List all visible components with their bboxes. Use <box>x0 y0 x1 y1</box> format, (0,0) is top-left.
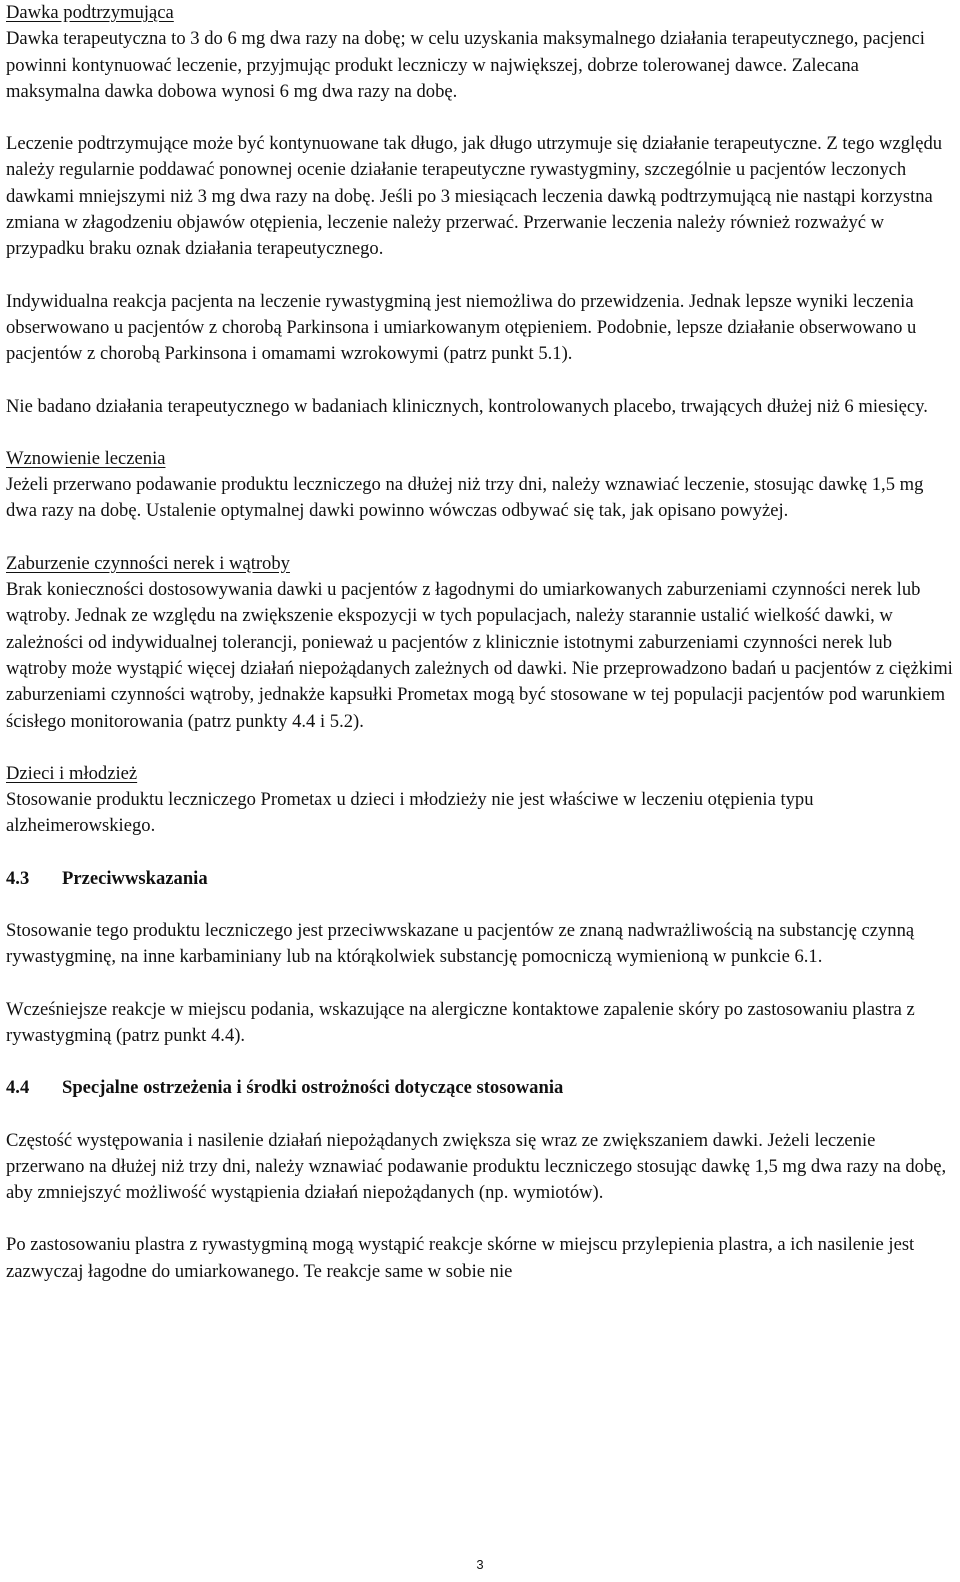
paragraph-maintenance-1: Dawka terapeutyczna to 3 do 6 mg dwa razy na dobę; w celu uzyskania maksymalnego działania terapeutycznego, pacjenci powinni kontynuować leczenie, przyjmując produkt leczniczy w największej, dobrze tolerowanej dawce. Zalecana maksymalna dawka dobowa wynosi 6 mg dwa razy na dobę. <box>6 28 925 102</box>
section-number: 4.3 <box>6 867 30 889</box>
document-page <box>6 0 956 1285</box>
heading-maintenance-dose: Dawka podtrzymująca <box>6 2 174 23</box>
paragraph-maintenance-4: Nie badano działania terapeutycznego w badaniach klinicznych, kontrolowanych placebo, trwających dłużej niż 6 miesięcy. <box>6 395 928 417</box>
heading-resume-treatment: Wznowienie leczenia <box>6 447 166 469</box>
heading-renal-hepatic: Zaburzenie czynności nerek i wątroby <box>6 552 290 574</box>
paragraph-maintenance-2: Leczenie podtrzymujące może być kontynuowane tak długo, jak długo utrzymuje się działanie terapeutyczne. Z tego względu należy regularnie poddawać ponownej ocenie działanie terapeutyczne rywastygminy, szczególnie u pacjentów leczonych dawkami mniejszymi niż 3 mg dwa razy na dobę. Jeśli po 3 miesiącach leczenia dawką podtrzymującą nie nastąpi korzystna zmiana w złagodzeniu objawów otępienia, leczenie należy przerwać. Przerwanie leczenia należy również rozważyć w przypadku braku oznak działania terapeutycznego. <box>6 133 943 260</box>
heading-children: Dzieci i młodzież <box>6 762 138 784</box>
page-number: 3 <box>476 1557 484 1572</box>
section-heading-contraindications <box>6 866 956 892</box>
paragraph-contra-2: Wcześniejsze reakcje w miejscu podania, wskazujące na alergiczne kontaktowe zapalenie skóry po zastosowaniu plastra z rywastygminą (patrz punkt 4.4). <box>6 998 915 1046</box>
section-title: Przeciwwskazania <box>62 867 208 889</box>
paragraph-maintenance-3: Indywidualna reakcja pacjenta na leczenie rywastygminą jest niemożliwa do przewidzenia. Jednak lepsze wyniki leczenia obserwowano u pacjentów z chorobą Parkinsona i umiarkowanym otępieniem. Podobnie, lepsze działanie obserwowano u pacjentów z chorobą Parkinsona i omamami wzrokowymi (patrz punkt 5.1). <box>6 290 917 365</box>
paragraph-warnings-2: Po zastosowaniu plastra z rywastygminą mogą wystąpić reakcje skórne w miejscu przylepienia plastra, a ich nasilenie jest zazwyczaj łagodne do umiarkowanego. Te reakcje same w sobie nie <box>6 1234 915 1282</box>
paragraph-contra-1: Stosowanie tego produktu leczniczego jest przeciwwskazane u pacjentów ze znaną nadwrażliwością na substancję czynną rywastygminę, na inne karbaminiany lub na którąkolwiek substancję pomocniczą wymienioną w punkcie 6.1. <box>6 920 915 968</box>
paragraph-warnings-1: Częstość występowania i nasilenie działań niepożądanych zwiększa się wraz ze zwiększaniem dawki. Jeżeli leczenie przerwano na dłużej niż trzy dni, należy wznawiać podawanie produktu leczniczego stosując dawkę 1,5 mg dwa razy na dobę, aby zmniejszyć możliwość wystąpienia działań niepożądanych (np. wymiotów). <box>6 1129 947 1204</box>
paragraph-children-1: Stosowanie produktu leczniczego Prometax u dzieci i młodzieży nie jest właściwe w leczeniu otępienia typu alzheimerowskiego. <box>6 789 814 837</box>
paragraph-resume-1: Jeżeli przerwano podawanie produktu leczniczego na dłużej niż trzy dni, należy wznawiać leczenie, stosując dawkę 1,5 mg dwa razy na dobę. Ustalenie optymalnej dawki powinno wówczas odbywać się tak, jak opisano powyżej. <box>6 474 924 522</box>
section-title: Specjalne ostrzeżenia i środki ostrożności dotyczące stosowania <box>62 1077 564 1099</box>
section-number: 4.4 <box>6 1077 30 1099</box>
paragraph-renal-1: Brak konieczności dostosowywania dawki u pacjentów z łagodnymi do umiarkowanych zaburzeniami czynności nerek lub wątroby. Jednak ze względu na zwiększenie ekspozycji w tych populacjach, należy starannie ustalić wielkość dawki, w zależności od indywidualnej tolerancji, ponieważ u pacjentów z klinicznie istotnymi zaburzeniami czynności nerek lub wątroby może wystąpić więcej działań niepożądanych zależnych od dawki. Nie przeprowadzono badań u pacjentów z ciężkimi zaburzeniami czynności wątroby, jednakże kapsułki Prometax mogą być stosowane w tej populacji pacjentów pod warunkiem ścisłego monitorowania (patrz punkty 4.4 i 5.2). <box>6 579 953 732</box>
section-heading-warnings <box>6 1075 956 1101</box>
